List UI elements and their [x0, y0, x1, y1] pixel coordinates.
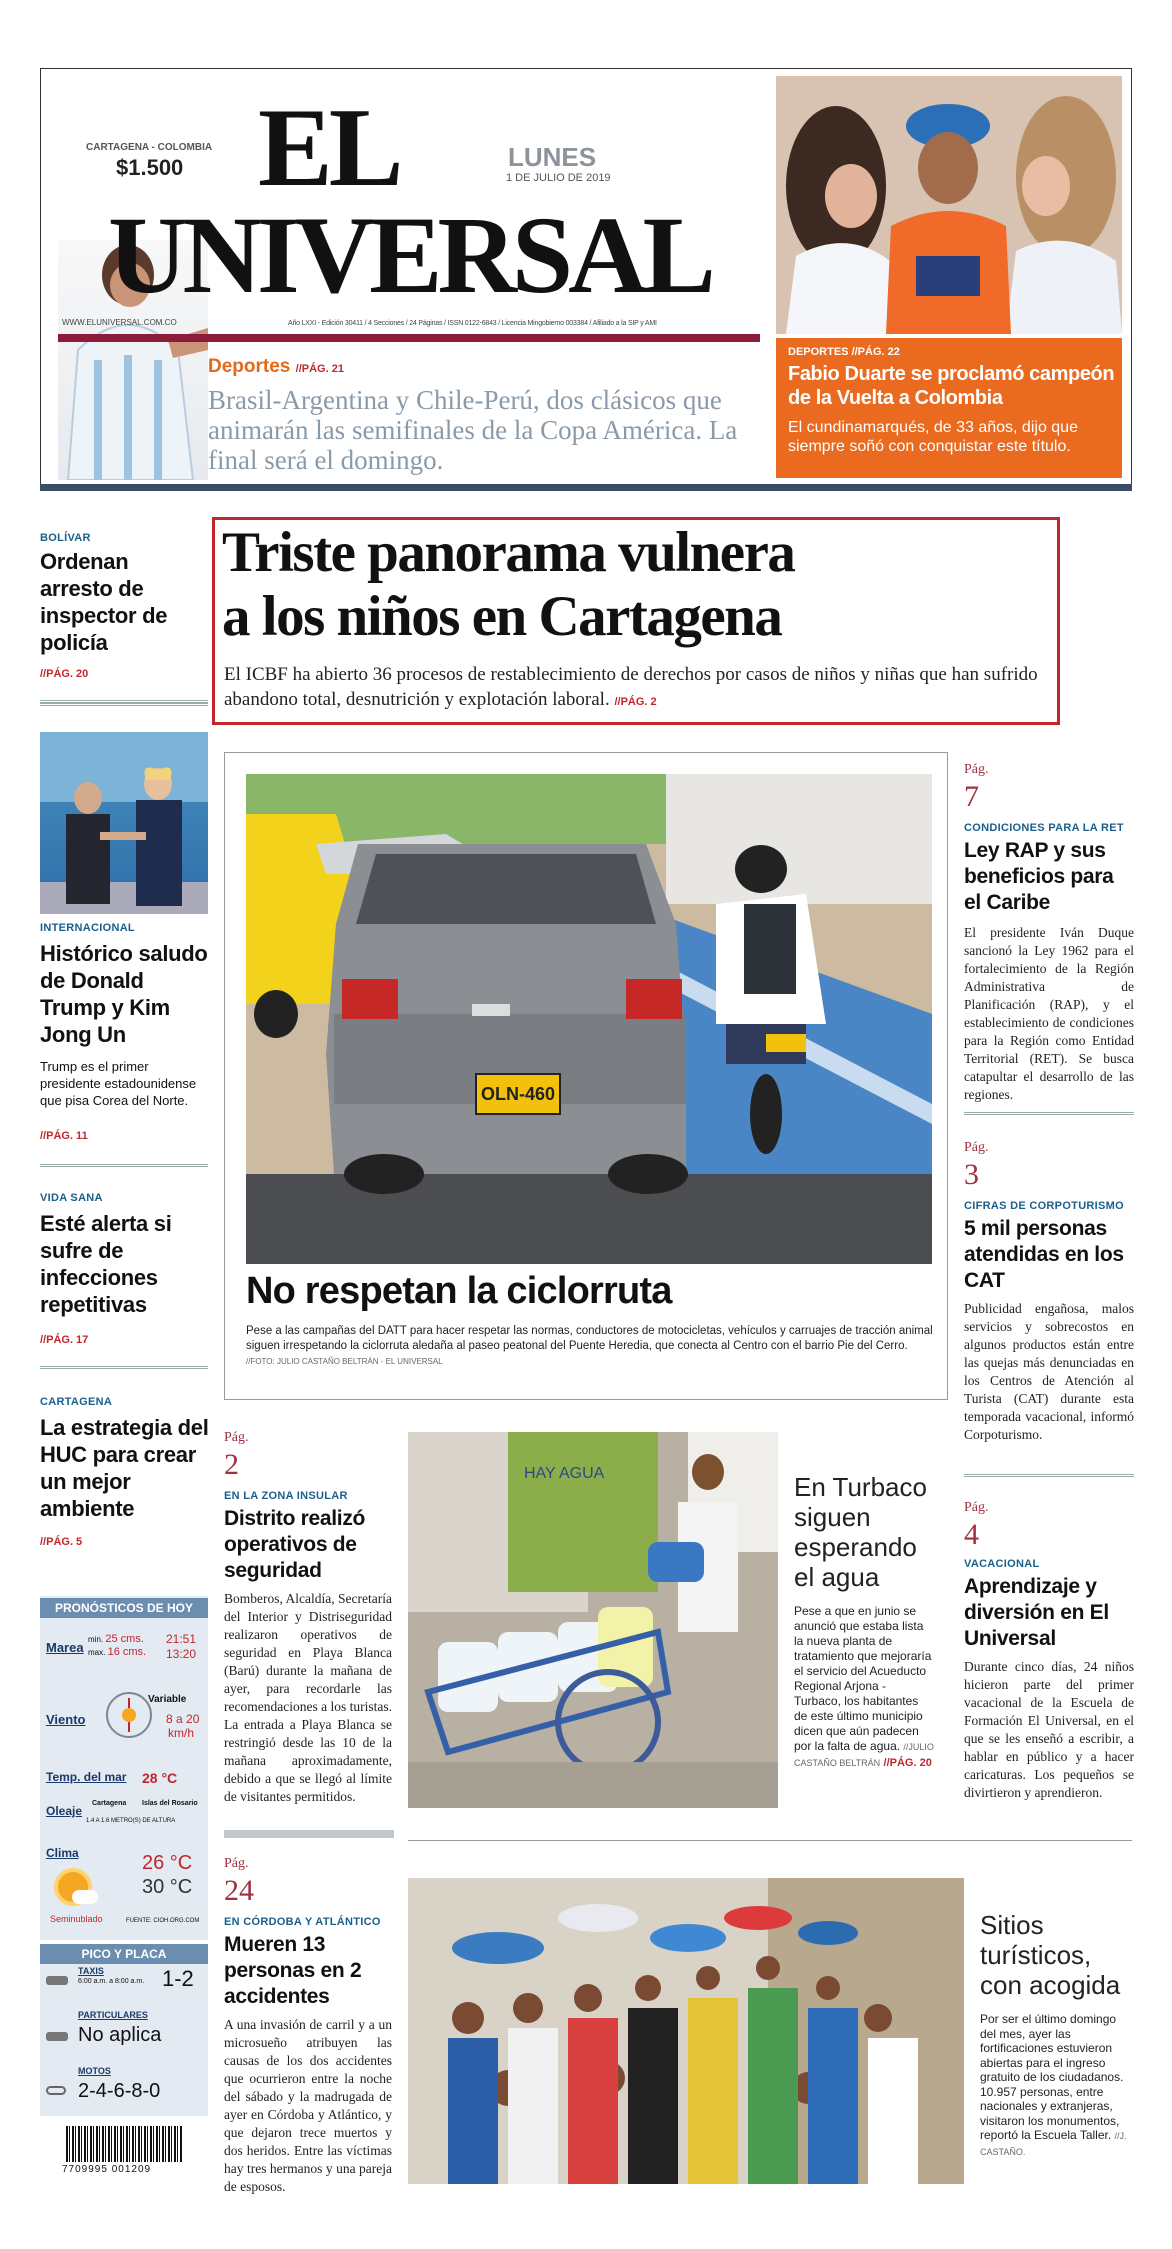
masthead-edition: Año LXXI - Edición 30411 / 4 Secciones / 24 Páginas / ISSN 0122-6843 / Licencia Mingobierno 003384 / Afiliado a la SIP y AMI — [288, 320, 657, 327]
sitios-credit: //J. CASTAÑO. — [980, 2131, 1127, 2157]
turbaco-photo — [408, 1432, 778, 1808]
right-pag-num-1[interactable]: 3 — [964, 1158, 979, 1191]
masthead-bottom-rule — [40, 484, 1132, 491]
turbaco-text — [794, 1604, 934, 1771]
sitios-text — [980, 2012, 1128, 2159]
clima-label: Clima — [46, 1846, 79, 1860]
left-page-2[interactable]: //PÁG. 17 — [40, 1334, 89, 1346]
mid-text-0: Bomberos, Alcaldía, Secretaría del Interior y Distriseguridad realizaron operativos de seguridad en Playa Blanca (Barú) durante la mañana de ayer, para recordarle las recomendaciones a los turistas. La entrada a Playa Blanca se restringió desde las 10 de la mañana aproximadamente, debido a que se llegó al límite de visitantes permitidos. — [224, 1591, 392, 1804]
masthead-site: WWW.ELUNIVERSAL.COM.CO — [62, 318, 177, 327]
viento-label: Viento — [46, 1712, 86, 1727]
left-rule-2 — [40, 1366, 208, 1370]
turbaco-text-body: Pese a que en junio se anunció que estaba lista la nueva planta de tratamiento que mejoraría el servicio del Acueducto Regional Arjona - Turbaco, los habitantes de este último municipio dicen que aún padecen por la falta de agua. — [794, 1604, 932, 1753]
masthead-name-el: EL — [258, 86, 400, 210]
turbaco-page[interactable]: //PÁG. 20 — [883, 1757, 932, 1769]
taxis-hours: 6:00 a.m. a 8:00 a.m. — [78, 1978, 145, 1985]
left-kicker-3: CARTAGENA — [40, 1396, 113, 1408]
left-page-1[interactable]: //PÁG. 11 — [40, 1130, 88, 1142]
marea-min-label: min. — [88, 1635, 104, 1644]
lead-headline-1[interactable]: Triste panorama vulnera — [222, 521, 795, 584]
right-kicker-0: CONDICIONES PARA LA RET — [964, 822, 1124, 834]
turbaco-credit: //JULIO CASTAÑO BELTRÁN — [794, 1742, 934, 1768]
top-sport-label: Deportes — [208, 356, 291, 377]
marea-min-value: 25 cms. — [105, 1633, 144, 1645]
viento-speed: 8 a 20 — [166, 1712, 200, 1726]
left-headline-2[interactable]: Esté alerta si sufre de infecciones repetitivas — [40, 1211, 172, 1317]
mid-pag-word-0: Pág. — [224, 1430, 249, 1445]
cyclist-section[interactable]: DEPORTES //PÁG. 22 — [788, 346, 900, 358]
right-pag-word-0: Pág. — [964, 762, 989, 777]
ciclorruta-photo — [246, 774, 932, 1264]
left-kicker-0: BOLÍVAR — [40, 532, 91, 544]
barcode-number: 7709995 001209 — [62, 2164, 152, 2175]
marea-label: Marea — [46, 1640, 84, 1655]
left-rule-1 — [40, 1164, 208, 1168]
top-sport-section — [208, 356, 344, 378]
sun-cloud-icon — [54, 1868, 94, 1908]
top-sport-page[interactable]: //PÁG. 21 — [295, 363, 344, 375]
lead-headline-2[interactable]: a los niños en Cartagena — [222, 585, 782, 648]
particulares-label: PARTICULARES — [78, 2010, 148, 2020]
cyclist-headline[interactable]: Fabio Duarte se proclamó campeón de la Vuelta a Colombia — [788, 363, 1115, 409]
top-sport-headline[interactable]: Brasil-Argentina y Chile-Perú, dos clásicos que animarán las semifinales de la Copa América. La final será el domingo. — [208, 385, 738, 475]
left-headline-3[interactable]: La estrategia del HUC para crear un mejor ambiente — [40, 1415, 209, 1521]
right-headline-0[interactable]: Ley RAP y sus beneficios para el Caribe — [964, 839, 1114, 914]
right-headline-2[interactable]: Aprendizaje y diversión en El Universal — [964, 1575, 1109, 1650]
mid-pag-num-1[interactable]: 24 — [224, 1874, 254, 1907]
taxi-icon — [46, 1976, 68, 1985]
right-pag-word-1: Pág. — [964, 1140, 989, 1155]
taxis-value: 1-2 — [162, 1966, 194, 1991]
temp-value: 28 °C — [142, 1770, 178, 1786]
cyclist-text: El cundinamarqués, de 33 años, dijo que siempre soñó con conquistar este título. — [788, 419, 1078, 455]
weather-title: PRONÓSTICOS DE HOY — [40, 1598, 208, 1618]
right-pag-num-0[interactable]: 7 — [964, 780, 979, 813]
turbaco-sign: HAY AGUA — [524, 1465, 605, 1482]
moto-icon — [46, 2086, 66, 2095]
mid-rule-0 — [224, 1830, 394, 1838]
temp-label: Temp. del mar — [46, 1770, 127, 1784]
mid-kicker-0: EN LA ZONA INSULAR — [224, 1490, 348, 1502]
masthead-red-rule — [58, 334, 760, 342]
left-headline-0[interactable]: Ordenan arresto de inspector de policía — [40, 549, 168, 655]
ciclorruta-headline[interactable]: No respetan la ciclorruta — [246, 1270, 672, 1312]
turbaco-bottom-rule — [408, 1840, 1132, 1841]
right-text-2: Durante cinco días, 24 niños hicieron parte del primer vacacional de la Escuela de Formación El Universal, en el que se les enseñó a escribir, a hablar en público y a hacer caricaturas. Los pequeños se divirtieron y aprendieron. — [964, 1659, 1134, 1800]
marea-values — [88, 1633, 146, 1659]
clima-low: 30 °C — [142, 1876, 193, 1898]
motos-label: MOTOS — [78, 2066, 111, 2076]
right-rule-0 — [964, 1112, 1134, 1116]
clima-condition: Seminublado — [50, 1914, 103, 1924]
masthead-city: CARTAGENA - COLOMBIA — [86, 142, 213, 153]
masthead-day: LUNES — [508, 142, 597, 172]
oleaje-place-a: Cartagena — [92, 1800, 127, 1807]
taxis-label: TAXIS — [78, 1966, 104, 1976]
motos-value: 2-4-6-8-0 — [78, 2080, 161, 2102]
masthead-name-universal: UNIVERSAL — [108, 194, 711, 316]
clima-high: 26 °C — [142, 1852, 193, 1874]
barcode — [66, 2126, 182, 2162]
oleaje-label: Oleaje — [46, 1804, 83, 1818]
sitios-headline[interactable]: Sitios turísticos, con acogida — [980, 1910, 1121, 2000]
turbaco-headline[interactable]: En Turbaco siguen esperando el agua — [794, 1472, 927, 1592]
masthead-date: 1 DE JULIO DE 2019 — [506, 172, 611, 184]
sitios-text-body: Por ser el último domingo del mes, ayer las fortificaciones estuvieron abiertas para el ingreso gratuito de los ciudadanos. 10.957 personas, entre nacionales y extranjeras, visitaron los monumentos, reportó la Escuela Taller. — [980, 2012, 1124, 2142]
right-pag-num-2[interactable]: 4 — [964, 1518, 979, 1551]
ciclorruta-caption — [246, 1324, 936, 1369]
right-headline-1[interactable]: 5 mil personas atendidas en los CAT — [964, 1217, 1124, 1292]
ciclorruta-caption-text: Pese a las campañas del DATT para hacer respetar las normas, conductores de motocicletas, vehículos y carruajes de tracción animal siguen irrespetando la ciclorruta aledaña al paseo peatonal del Puente Heredia, que conecta al Centro con el barrio Pie del Cerro. — [246, 1325, 933, 1352]
marea-max-label: max. — [88, 1648, 106, 1657]
left-text-1: Trump es el primer presidente estadounidense que pisa Corea del Norte. — [40, 1059, 197, 1108]
viento-variable: Variable — [148, 1694, 187, 1705]
mid-text-1: A una invasión de carril y a un microsueño atribuyen las causas de los dos accidentes que ocurrieron entre la noche del sábado y la madrugada de ayer en Córdoba y Atlántico, y que dejaron trece muertos y dos heridos. Entre las víctimas hay tres hermanos y una pareja de esposos. — [224, 2017, 392, 2194]
right-pag-word-2: Pág. — [964, 1500, 989, 1515]
marea-time-1: 21:51 — [166, 1632, 197, 1646]
left-kicker-1: INTERNACIONAL — [40, 922, 135, 934]
left-page-0[interactable]: //PÁG. 20 — [40, 668, 89, 680]
left-headline-1[interactable]: Histórico saludo de Donald Trump y Kim Jong Un — [40, 941, 208, 1047]
left-page-3[interactable]: //PÁG. 5 — [40, 1536, 83, 1548]
mid-headline-1[interactable]: Mueren 13 personas en 2 accidentes — [224, 1933, 362, 2008]
ciclorruta-credit: //FOTO: JULIO CASTAÑO BELTRÁN - EL UNIVERSAL — [246, 1357, 443, 1366]
mid-pag-num-0[interactable]: 2 — [224, 1448, 239, 1481]
mid-headline-0[interactable]: Distrito realizó operativos de seguridad — [224, 1507, 366, 1582]
right-kicker-1: CIFRAS DE CORPOTURISMO — [964, 1200, 1124, 1212]
right-text-1: Publicidad engañosa, malos servicios y sobrecostos en algunos productos están entre las quejas más denunciadas en los Centros de Atención al Turista (CAT) durante esta temporada vacacional, informó Corpoturismo. — [964, 1301, 1134, 1442]
left-kicker-2: VIDA SANA — [40, 1192, 103, 1204]
right-kicker-2: VACACIONAL — [964, 1558, 1040, 1570]
car-icon — [46, 2032, 68, 2041]
mid-kicker-1: EN CÓRDOBA Y ATLÁNTICO — [224, 1916, 381, 1928]
right-text-0: El presidente Iván Duque sancionó la Ley 1962 para el fortalecimiento de la Región Administrativa de Planificación (RAP), y el establecimiento de condiciones para la Región como Entidad Territorial (RET). Se busca catapultar el desarrollo de las regiones. — [964, 925, 1134, 1102]
lead-page[interactable]: //PÁG. 2 — [614, 696, 657, 708]
particulares-value: No aplica — [78, 2024, 162, 2046]
marea-time-2: 13:20 — [166, 1647, 197, 1661]
pico-title: PICO Y PLACA — [40, 1944, 208, 1964]
car-plate: OLN-460 — [480, 1084, 556, 1104]
clima-source: FUENTE: CIOH.ORG.COM — [126, 1918, 200, 1924]
lead-text-body: El ICBF ha abierto 36 procesos de restablecimiento de derechos por casos de niños y niñas que han sufrido abandono total, desnutrición y explotación laboral. — [224, 664, 1038, 710]
oleaje-text: 1.4 A 1.6 METRO(S) DE ALTURA — [86, 1818, 176, 1824]
mid-pag-word-1: Pág. — [224, 1856, 249, 1871]
lead-text — [224, 662, 1052, 715]
viento-unit: km/h — [168, 1726, 195, 1740]
oleaje-place-b: Islas del Rosario — [142, 1800, 198, 1807]
left-top-rule — [40, 703, 208, 707]
marea-times — [166, 1632, 196, 1662]
trump-kim-photo — [40, 732, 208, 914]
cyclist-photo — [776, 76, 1122, 334]
sitios-photo — [408, 1878, 964, 2184]
masthead-price: $1.500 — [116, 155, 184, 180]
right-rule-1 — [964, 1474, 1134, 1478]
marea-max-value: 16 cms. — [107, 1646, 147, 1658]
compass-icon — [106, 1692, 152, 1738]
